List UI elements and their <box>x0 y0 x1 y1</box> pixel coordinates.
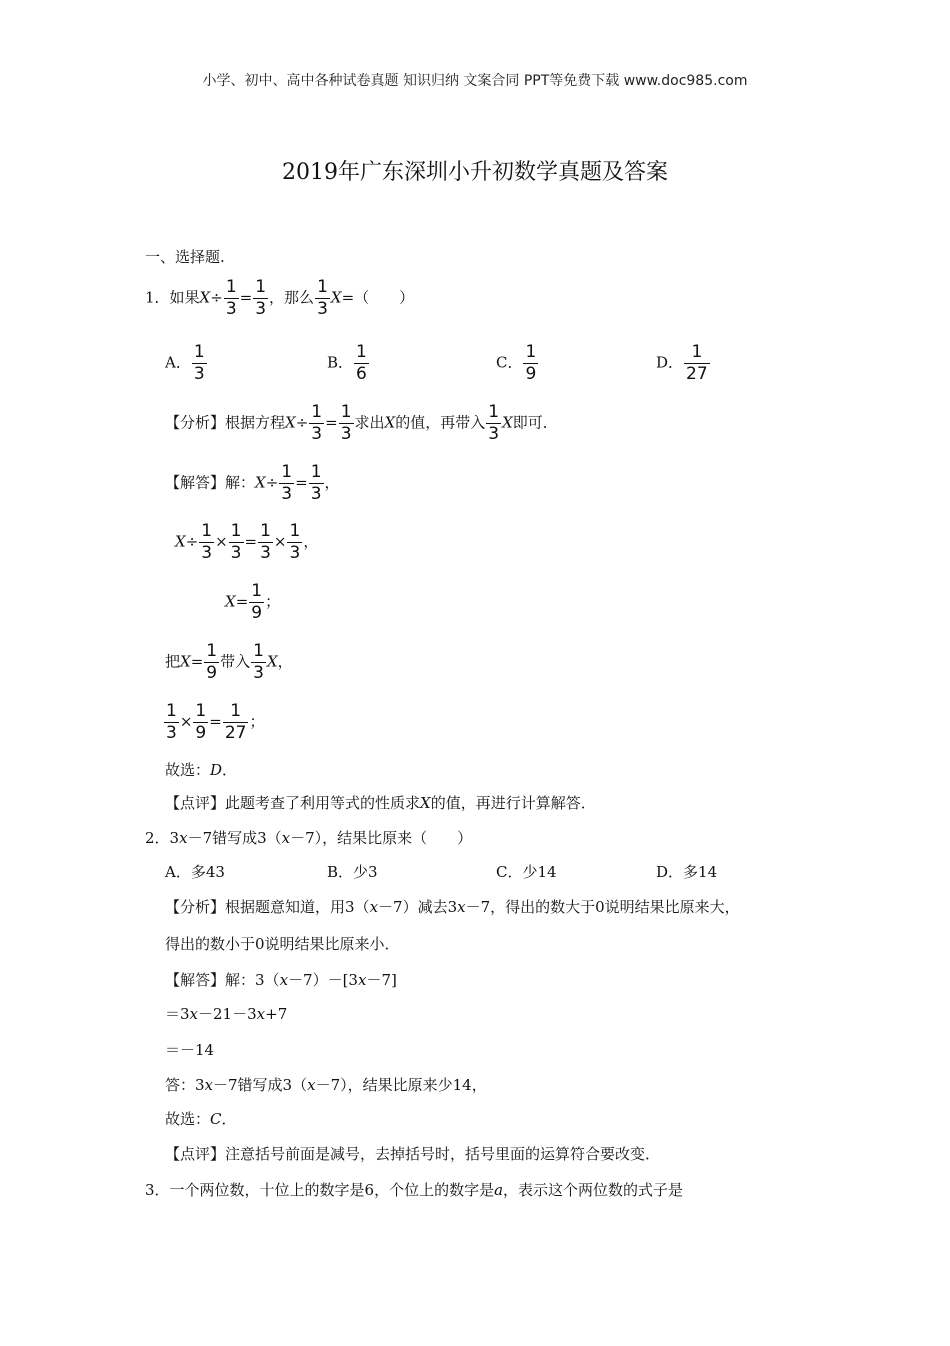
q2-comment: 【点评】注意括号前面是减号，去掉括号时，括号里面的运算符合要改变． <box>165 1145 661 1163</box>
q2-analysis: 【分析】根据题意知道，用3（x－7）减去3x－7，得出的数大于0说明结果比原来大， <box>165 898 740 916</box>
fraction: $\frac{1}{3}$ <box>317 277 328 319</box>
q2-option-d: D．多14 <box>656 863 718 881</box>
option-c: C． $\frac{1}{9}$ <box>496 342 537 384</box>
watermark-header: 小学、初中、高中各种试卷真题 知识归纳 文案合同 PPT等免费下载 www.doc985.com <box>202 73 748 89</box>
page-title: 2019年广东深圳小升初数学真题及答案 <box>282 160 668 185</box>
q1-choice: 故选：D． <box>165 761 238 779</box>
q1-step-2: X= $\frac{1}{9}$ ； <box>225 581 281 623</box>
question-1-stem: 1．如果X÷ $\frac{1}{3}$ = $\frac{1}{3}$ ，那么 $\frac{1}{3}$ X=（ ） <box>145 277 415 319</box>
q1-analysis: 【分析】根据方程X÷ $\frac{1}{3}$ = $\frac{1}{3}$ 求出X的值，再带入 $\frac{1}{3}$ X即可． <box>165 402 558 444</box>
q2-option-b: B．少3 <box>327 863 378 881</box>
q2-conclusion: 答：3x－7错写成3（x－7），结果比原来少14， <box>165 1076 487 1094</box>
option-d: D． $\frac{1}{27}$ <box>656 342 708 384</box>
section-heading: 一、选择题. <box>145 248 225 266</box>
q2-option-a: A．多43 <box>165 863 225 881</box>
fraction: $\frac{1}{3}$ <box>255 277 267 319</box>
question-2-stem: 2．3x－7错写成3（x－7），结果比原来（ ） <box>145 829 473 847</box>
q2-analysis-line-2: 得出的数小于0说明结果比原来小． <box>165 935 400 953</box>
q2-step-1: ＝3x－21－3x+7 <box>165 1005 288 1023</box>
q1-comment: 【点评】此题考查了利用等式的性质求X的值，再进行计算解答． <box>165 794 596 812</box>
question-3-stem: 3．一个两位数，十位上的数字是6，个位上的数字是a，表示这个两位数的式子是 <box>145 1181 684 1199</box>
q2-answer: 【解答】解：3（x－7）－[3x－7] <box>165 971 397 989</box>
fraction: $\frac{1}{3}$ <box>225 277 237 319</box>
q2-step-2: ＝－14 <box>165 1041 215 1059</box>
q1-answer: 【解答】解：X÷ $\frac{1}{3}$ = $\frac{1}{3}$ ， <box>165 462 340 504</box>
q2-choice: 故选：C． <box>165 1110 237 1128</box>
q2-option-c: C．少14 <box>496 863 557 881</box>
option-b: B． $\frac{1}{6}$ <box>327 342 367 384</box>
q1-step-3: 把X= $\frac{1}{9}$ 带入 $\frac{1}{3}$ X， <box>165 641 293 683</box>
q1-step-4: $\frac{1}{3}$ × $\frac{1}{9}$ = $\frac{1}{27}$ ； <box>166 701 265 743</box>
option-a: A． $\frac{1}{3}$ <box>165 342 205 384</box>
q1-step-1: X÷ $\frac{1}{3}$ × $\frac{1}{3}$ = $\frac{1}{3}$ × $\frac{1}{3}$ ， <box>175 521 319 563</box>
